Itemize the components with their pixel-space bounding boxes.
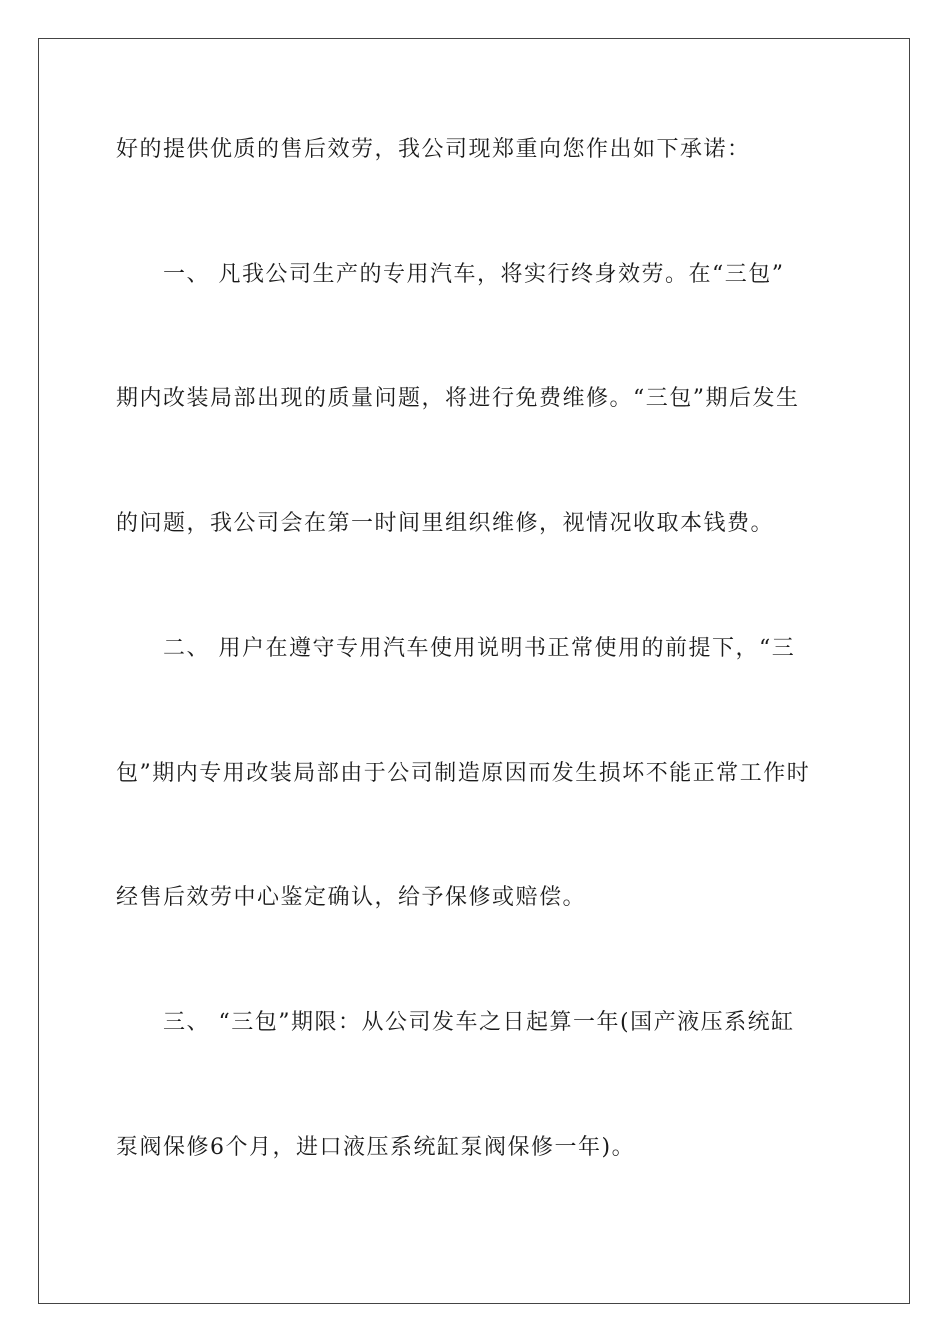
- text-line-2: 一、 凡我公司生产的专用汽车，将实行终身效劳。在“三包”: [163, 262, 785, 287]
- text-line-3: 期内改装局部出现的质量问题，将进行免费维修。“三包”期后发生: [116, 386, 800, 411]
- text-line-9: 泵阀保修6个月，进口液压系统缸泵阀保修一年)。: [116, 1135, 636, 1160]
- page-border: [38, 38, 910, 1304]
- text-line-7: 经售后效劳中心鉴定确认，给予保修或赔偿。: [116, 885, 587, 910]
- text-line-1: 好的提供优质的售后效劳，我公司现郑重向您作出如下承诺：: [116, 137, 751, 162]
- text-line-4: 的问题，我公司会在第一时间里组织维修，视情况收取本钱费。: [116, 511, 775, 536]
- text-line-6: 包”期内专用改装局部由于公司制造原因而发生损坏不能正常工作时: [116, 761, 811, 786]
- text-line-8: 三、 “三包”期限：从公司发车之日起算一年(国产液压系统缸: [163, 1010, 795, 1035]
- text-line-5: 二、 用户在遵守专用汽车使用说明书正常使用的前提下，“三: [163, 636, 796, 661]
